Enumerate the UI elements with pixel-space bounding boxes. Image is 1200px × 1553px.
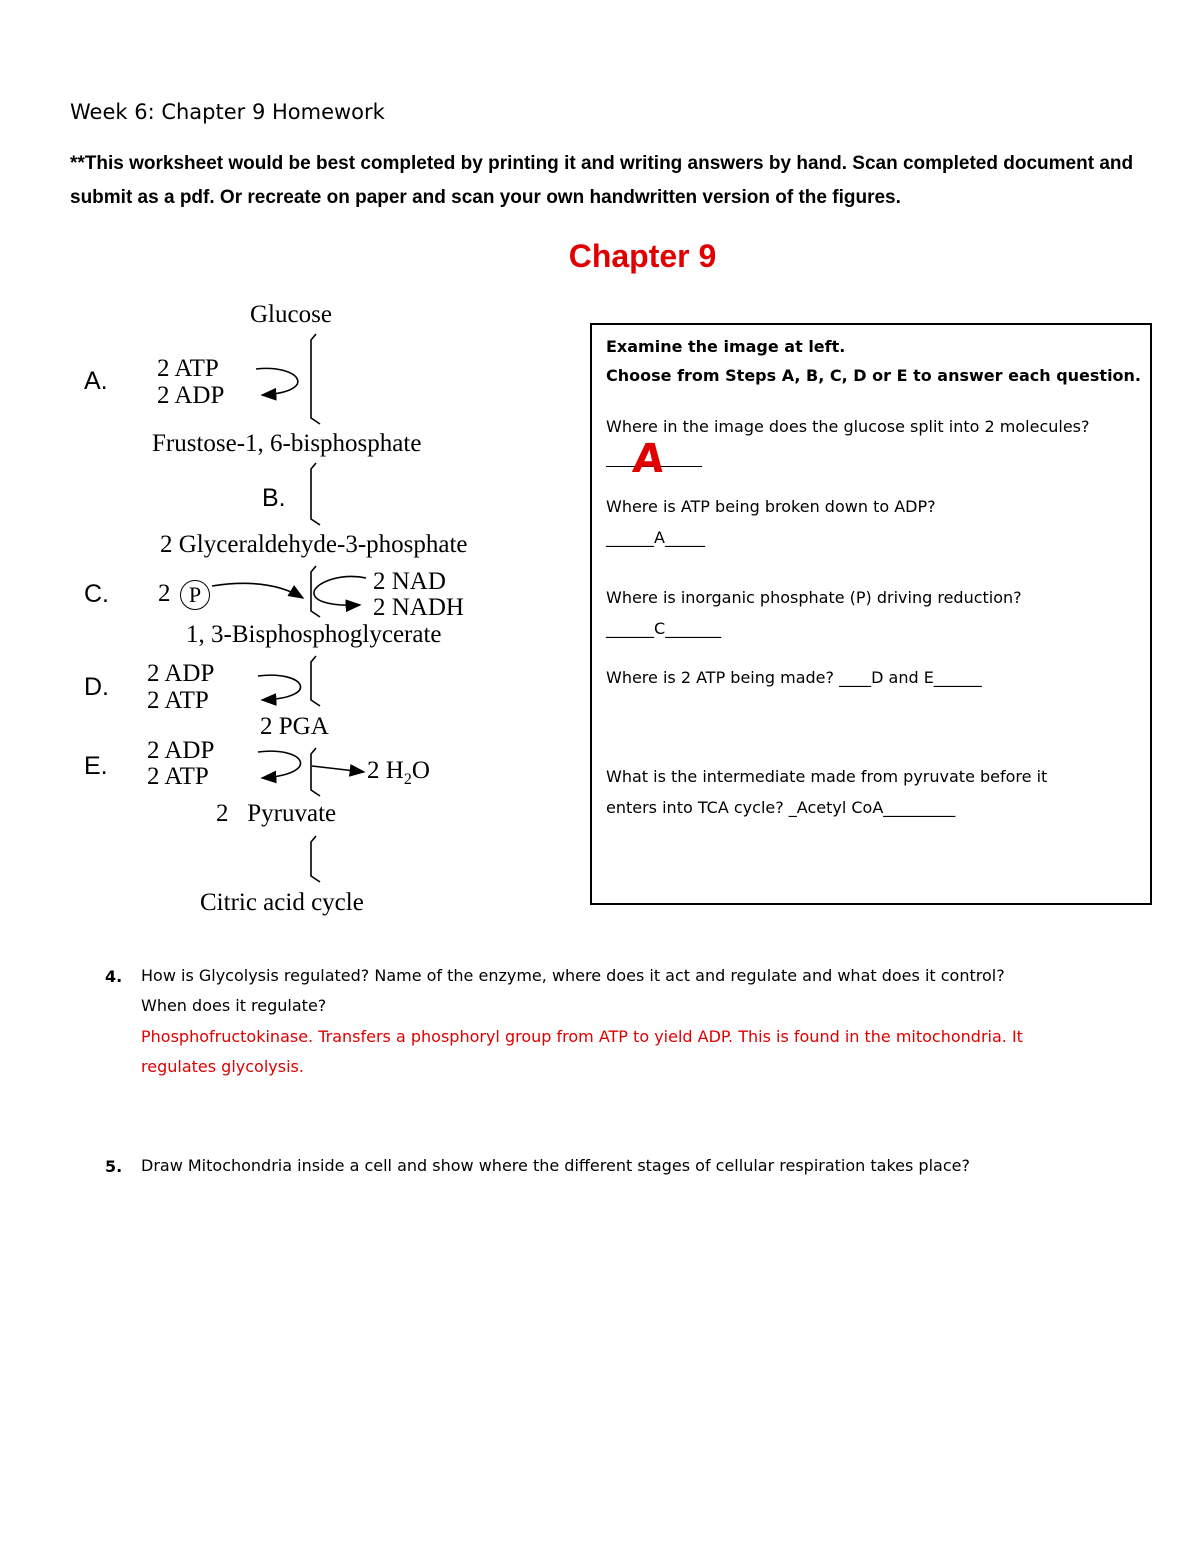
question-5-number: 5. xyxy=(105,1157,123,1176)
question-4-answer-2: regulates glycolysis. xyxy=(141,1057,304,1076)
step-c-nad: 2 NAD xyxy=(373,568,446,595)
phosphate-circle-icon: P xyxy=(180,580,210,610)
pga-label: 2 PGA xyxy=(260,713,329,740)
arrow-pyruvate-to-citric xyxy=(311,836,320,882)
step-a-label: A. xyxy=(84,367,108,395)
diagram-arrows xyxy=(0,0,600,940)
water-arrow xyxy=(312,766,364,772)
arrow-bpg-to-pga xyxy=(311,656,320,706)
step-a-adp: 2 ADP xyxy=(157,382,225,409)
step-a-atp: 2 ATP xyxy=(157,355,219,382)
phosphate-count: 2 xyxy=(158,580,171,607)
question-5-text: Draw Mitochondria inside a cell and show where the different stages of cellular respiration takes place? xyxy=(141,1156,970,1175)
question-1: Where in the image does the glucose split into 2 molecules? xyxy=(606,417,1090,436)
step-e-atp: 2 ATP xyxy=(147,763,209,790)
step-d-curl-arrow xyxy=(258,675,301,700)
step-d-atp: 2 ATP xyxy=(147,687,209,714)
arrow-fructose-to-g3p xyxy=(311,463,320,525)
step-c-label: C. xyxy=(84,580,109,608)
water-post: O xyxy=(411,757,430,784)
question-5-line-2: enters into TCA cycle? _Acetyl CoA_________ xyxy=(606,798,956,817)
water-pre: 2 H xyxy=(367,757,404,784)
question-2: Where is ATP being broken down to ADP? xyxy=(606,497,936,516)
answer-2: ______A_____ xyxy=(606,528,705,547)
step-e-label: E. xyxy=(84,752,108,780)
step-b-label: B. xyxy=(262,484,286,512)
phosphate-arrow xyxy=(212,583,303,598)
citric-acid-label: Citric acid cycle xyxy=(200,889,364,916)
question-box xyxy=(590,323,1152,905)
question-4-number: 4. xyxy=(105,967,123,986)
answer-3: ______C_______ xyxy=(606,619,722,638)
arrow-g3p-to-bpg xyxy=(311,566,320,617)
arrow-pga-to-pyruvate xyxy=(311,748,320,796)
arrow-glucose-to-fructose xyxy=(311,334,320,424)
question-4-with-answer: Where is 2 ATP being made? ____D and E______ xyxy=(606,668,982,687)
question-4-text-1: How is Glycolysis regulated? Name of the enzyme, where does it act and regulate and what does it control? xyxy=(141,966,1005,985)
step-c-nadh: 2 NADH xyxy=(373,594,464,621)
step-e-adp: 2 ADP xyxy=(147,737,215,764)
step-d-label: D. xyxy=(84,673,109,701)
glucose-label: Glucose xyxy=(250,301,332,328)
qbox-intro-2: Choose from Steps A, B, C, D or E to answer each question. xyxy=(606,366,1142,385)
water-sub: 2 xyxy=(403,771,412,788)
step-e-curl-arrow xyxy=(258,751,301,778)
g3p-label: 2 Glyceraldehyde-3-phosphate xyxy=(160,531,468,558)
bpg-label: 1, 3-Bisphosphoglycerate xyxy=(186,621,442,648)
chapter-title: Chapter 9 xyxy=(568,238,717,274)
answer-1-handwritten: A xyxy=(630,436,667,482)
qbox-intro-1: Examine the image at left. xyxy=(606,337,846,356)
page-title: Week 6: Chapter 9 Homework xyxy=(70,100,385,124)
fructose-label: Frustose-1, 6-bisphosphate xyxy=(152,430,422,457)
pyruvate-label: 2 Pyruvate xyxy=(216,800,337,827)
question-4-text-2: When does it regulate? xyxy=(141,996,327,1015)
question-4-answer-1: Phosphofructokinase. Transfers a phosphoryl group from ATP to yield ADP. This is found in the mitochondria. It xyxy=(141,1027,1023,1046)
step-d-adp: 2 ADP xyxy=(147,660,215,687)
nad-curl-arrow xyxy=(314,576,366,605)
step-a-curl-arrow xyxy=(256,368,298,395)
question-3: Where is inorganic phosphate (P) driving reduction? xyxy=(606,588,1022,607)
question-5-line-1: What is the intermediate made from pyruvate before it xyxy=(606,767,1048,786)
instructions: **This worksheet would be best completed by printing it and writing answers by hand. Scan completed document and submit as a pdf. Or recreate on paper and scan your own handwritten version of the figures. xyxy=(70,153,1134,208)
